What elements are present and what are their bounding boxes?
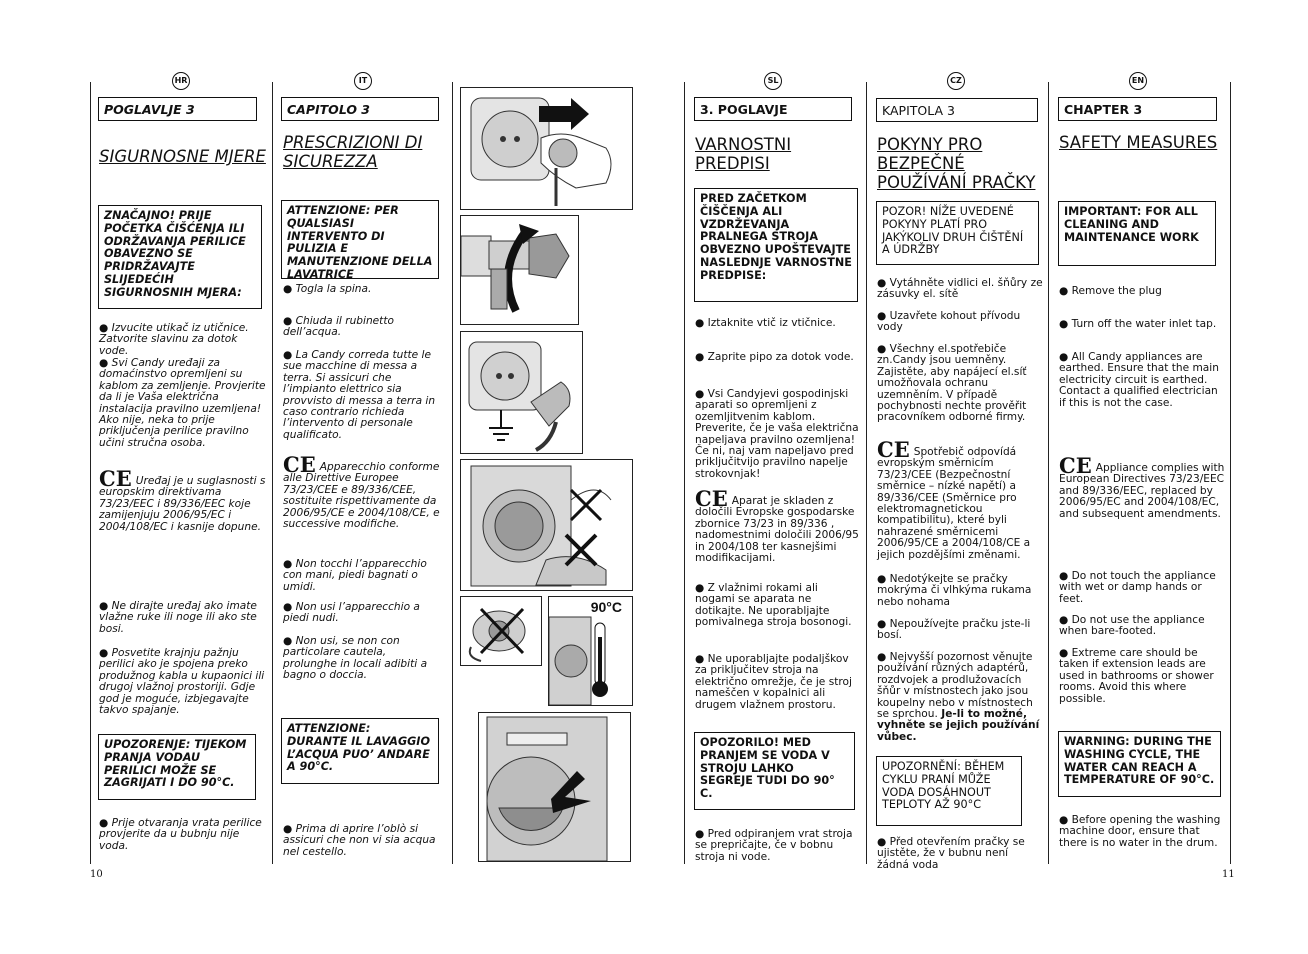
earthed-socket-illustration [460,331,583,454]
page-number: 10 [90,869,103,880]
language-flag-sl: SL [764,72,782,90]
warning-box: OPOZORILO! MED PRANJEM SE VODA V STROJU LAHKO SEGREJE TUDI DO 90° C. [694,732,855,810]
paragraph: ● Před otevřením pračky se ujistěte, že v bubnu není žádná voda [877,836,1025,871]
chapter-heading: 3. POGLAVJE [694,97,852,121]
water-tap-illustration [460,215,579,325]
column-rule [452,82,453,864]
section-title: POKYNY PRO BEZPEČNÉ POUŽÍVÁNÍ PRAČKY [877,135,1036,192]
column-rule [866,82,867,864]
ce-paragraph [99,466,267,533]
warning-box: UPOZORNĚNÍ: BĚHEM CYKLU PRANÍ MŮŽE VODA DOSÁHNOUT TEPLOTY AŽ 90°C [876,756,1022,826]
language-flag-it: IT [354,72,372,90]
chapter-heading: CHAPTER 3 [1058,97,1217,121]
paragraph: ● Uzavřete kohout přívodu vody [877,310,1021,334]
paragraph: ● Prima di aprire l’oblò si assicuri che non vi sia acqua nel cestello. [283,823,436,858]
page-number: 11 [1222,869,1235,880]
ce-paragraph [695,486,860,565]
paragraph: ● Non usi, se non con particolare cautela, prolunghe in locali adibiti a bagno o doccia. [283,635,428,682]
paragraph: ● La Candy correda tutte le sue macchine di messa a terra. Si assicuri che l’impianto elettrico sia provvisto di messa a terra in caso contrario richieda l’intervento di personale qualificato. [283,349,436,441]
column-rule [1048,82,1049,864]
paragraph: Apparecchio conforme alle Direttive Europee 73/23/CEE e 89/336/CEE, sostituite rispettivamente da 2006/95/CE e 2004/108/CE, e successive modifiche. [283,461,440,531]
paragraph: ● Turn off the water inlet tap. [1059,318,1217,330]
paragraph: ● Ne dirajte uređaj ako imate vlažne ruke ili noge ili ako ste bosi. [99,600,257,635]
paragraph: Spotřebič odpovídá evropským směrnicím 73/23/CEE (Bezpečnostní směrnice – nízké napětí) a 89/336/CEE (Směrnice pro elektromagnetickou kompatibilitu), které byli nahrazené směrnicemi 2006/95/CE a 2004/108/CE a jejich pozdějšími změnami. [877,446,1031,561]
paragraph: ● Do not touch the appliance with wet or damp hands or feet. [1059,570,1216,605]
paragraph: ● Zaprite pipo za dotok vode. [695,351,854,363]
paragraph: ● Vsi Candyjevi gospodinjski aparati so opremljeni z ozemljitvenim kablom. Preverite, če je vaša električna napeljava pravilno ozemljena! Če ni, naj vam napeljavo pred priključitvijo pravilno napelje strokovnjak! [695,388,859,480]
ce-paragraph [877,437,1043,561]
paragraph: ● Iztaknite vtič iz vtičnice. [695,317,836,329]
ce-mark-icon: CE [877,437,910,462]
warning-box: UPOZORENJE: TIJEKOM PRANJA VODAU PERILICI MOŽE SE ZAGRIJATI I DO 90°C. [98,734,256,800]
paragraph: ● Ne uporabljajte podaljškov za priključitev stroja na električno omrežje, če je stroj nameščen v kopalnici ali drugem vlažnem prostoru. [695,653,852,711]
language-flag-en: EN [1129,72,1147,90]
hot-water-illustration [548,596,633,706]
section-title: SAFETY MEASURES [1059,133,1218,152]
paragraph: ● Izvucite utikač iz utičnice. Zatvorite slavinu za dotok vode. [99,322,249,357]
column-rule [90,82,91,864]
warning-box: ATTENZIONE: DURANTE IL LAVAGGIO L’ACQUA PUO’ ANDARE A 90°C. [281,718,439,784]
chapter-heading: CAPITOLO 3 [281,97,439,121]
paragraph: ● Before opening the washing machine door, ensure that there is no water in the drum. [1059,814,1221,849]
temperature-label: 90°C [590,599,622,615]
ce-mark-icon: CE [1059,453,1092,478]
paragraph: ● Nepoužívejte pračku jste-li bosí. [877,618,1031,642]
language-flag-cz: CZ [947,72,965,90]
warning-box: PRED ZAČETKOM ČIŠČENJA ALI VZDRŽEVANJA PRALNEGA STROJA OBVEZNO UPOŠTEVAJTE NASLEDNJE VARNOSTNE PREDPISE: [694,188,858,302]
section-title: SIGURNOSNE MJERE [99,147,266,166]
warning-box: WARNING: DURING THE WASHING CYCLE, THE WATER CAN REACH A TEMPERATURE OF 90°C. [1058,731,1221,797]
paragraph: ● Non tocchi l’apparecchio con mani, piedi bagnati o umidi. [283,558,427,593]
ce-mark-icon: CE [99,466,132,491]
warning-box: ZNAČAJNO! PRIJE POČETKA ČIŠĆENJA ILI ODRŽAVANJA PERILICE OBAVEZNO SE PRIDRŽAVAJTE SLIJEDEĆIH SIGURNOSNIH MJERA: [98,205,262,309]
door-water-illustration [478,712,631,862]
paragraph-emphasis: Je-li to možné, vyhněte se jejich používání vůbec. [877,708,1040,743]
paragraph: ● Pred odpiranjem vrat stroja se prepričajte, če v bobnu stroja ni vode. [695,828,853,863]
ce-paragraph [1059,453,1225,520]
paragraph: ● Vytáhněte vidlici el. šňůry ze zásuvky el. sítě [877,277,1043,301]
unplug-illustration [460,87,633,210]
warning-box: ATTENZIONE: PER QUALSIASI INTERVENTO DI PULIZIA E MANUTENZIONE DELLA LAVATRICE [281,200,439,279]
wet-hands-illustration [460,459,633,591]
paragraph: ● Extreme care should be taken if extension leads are used in bathrooms or shower rooms. Avoid this where possible. [1059,647,1214,705]
section-title: PRESCRIZIONI DI SICUREZZA [283,133,423,171]
section-title: VARNOSTNI PREDPISI [695,135,792,173]
ce-paragraph [283,452,443,531]
paragraph: ● Do not use the appliance when bare-footed. [1059,614,1205,638]
paragraph: Uređaj je u suglasnosti s europskim direktivama 73/23/EEC i 89/336/EEC koje zamijenjuju 2006/95/EC i 2004/108/EC i kasnije dopune. [99,475,266,533]
paragraph: ● Svi Candy uređaji za domaćinstvo opremljeni su kablom za zemljenje. Provjerite da li je Vaša električna instalacija pravilno uzemljena! Ako nije, neka to prije priključenja perilice pravilno učini stručna osoba. [99,357,266,449]
language-flag-hr: HR [172,72,190,90]
paragraph-text: ● Nejvyšší pozornost věnujte používání různých adaptérů, rozdvojek a prodlužovacích šňůr v místnostech jako jsou koupelny nebo v místnostech se sprchou. [877,651,1033,721]
paragraph: ● Non usi l’apparecchio a piedi nudi. [283,601,420,625]
paragraph: ● Prije otvaranja vrata perilice provjerite da u bubnju nije voda. [99,817,262,852]
ce-mark-icon: CE [695,486,728,511]
paragraph: ● All Candy appliances are earthed. Ensure that the main electricity circuit is earthed. Contact a qualified electrician if this is not the case. [1059,351,1219,409]
paragraph: ● Všechny el.spotřebiče zn.Candy jsou uemněny. Zajistěte, aby napájecí el.síť umožňovala ochranu uzemněním. V případě pochybnosti nechte prověřit pracovníkem odborné firmy. [877,343,1027,424]
ce-mark-icon: CE [283,452,316,477]
column-rule [272,82,273,864]
chapter-heading: KAPITOLA 3 [876,98,1038,122]
column-rule [684,82,685,864]
paragraph: ● Nedotýkejte se pračky mokrýma či vlhkýma rukama nebo nohama [877,573,1032,608]
paragraph: Appliance complies with European Directives 73/23/EEC and 89/336/EEC, replaced by 2006/95/EC and 2004/108/EC, and subsequent amendments. [1059,462,1225,520]
paragraph: ● Togla la spina. [283,283,372,295]
extension-lead-illustration [460,596,542,666]
paragraph: Aparat je skladen z določili Evropske gospodarske zbornice 73/23 in 89/336 , nadomestnimi določili 2006/95 in 2004/108 ter kasnejšimi modifikacijami. [695,495,859,565]
paragraph: ● Posvetite krajnju pažnju perilici ako je spojena preko produžnog kabla u kupaonici ili drugoj vlažnoj prostoriji. Gdje god je moguće, izbjegavajte takvo spajanje. [99,647,265,717]
paragraph: ● Z vlažnimi rokami ali nogami se aparata ne dotikajte. Ne uporabljajte pomivalnega stroja bosonogi. [695,582,852,629]
warning-box: IMPORTANT: FOR ALL CLEANING AND MAINTENANCE WORK [1058,201,1216,266]
paragraph [877,652,1043,743]
chapter-heading: POGLAVLJE 3 [98,97,257,121]
column-rule [1230,82,1231,864]
paragraph: ● Remove the plug [1059,285,1162,297]
paragraph: ● Chiuda il rubinetto dell’acqua. [283,315,394,339]
warning-box: POZOR! NÍŽE UVEDENÉ POKYNY PLATÍ PRO JAKÝKOLIV DRUH ČIŠTĚNÍ A ÚDRŽBY [876,201,1039,265]
